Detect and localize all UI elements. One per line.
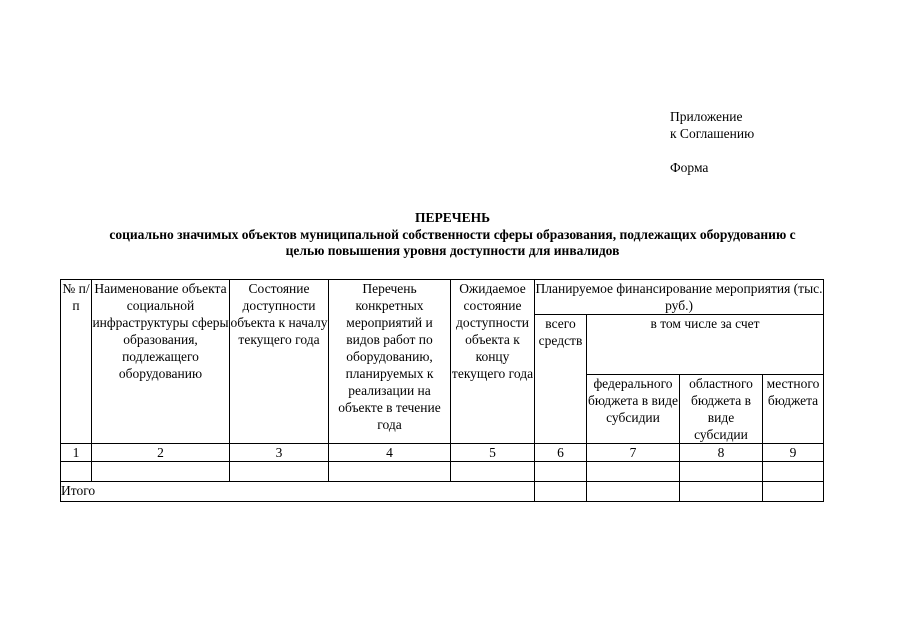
empty-data-row	[61, 462, 824, 482]
header-federal-budget: федерального бюджета в виде субсидии	[587, 375, 680, 444]
empty-cell[interactable]	[61, 462, 92, 482]
header-initial-state: Состояние доступности объекта к началу текущего года	[230, 280, 329, 444]
header-financing: Планируемое финансирование мероприятия (тыс. руб.)	[535, 281, 823, 313]
header-object-name: Наименование объекта социальной инфраструктуры сферы образования, подлежащего оборудованию	[92, 280, 230, 444]
title-subtitle-line-1: социально значимых объектов муниципальной собственности сферы образования, подлежащих оборудованию с	[109, 226, 796, 242]
empty-cell[interactable]	[763, 462, 824, 482]
document-title	[40, 210, 865, 260]
header-including: в том числе за счет	[587, 315, 824, 375]
form-label: Форма	[670, 160, 709, 175]
header-regional-budget: областного бюджета в виде субсидии	[680, 375, 763, 444]
objects-table	[60, 279, 824, 502]
header-total-funds: всего средств	[535, 315, 587, 444]
empty-cell[interactable]	[329, 462, 451, 482]
header-expected-state: Ожидаемое состояние доступности объекта к концу текущего года	[451, 280, 535, 444]
column-number: 8	[680, 444, 763, 462]
column-number: 2	[92, 444, 230, 462]
total-label: Итого	[61, 482, 535, 502]
empty-cell[interactable]	[451, 462, 535, 482]
empty-cell[interactable]	[535, 462, 587, 482]
total-cell[interactable]	[587, 482, 680, 502]
title-subtitle-line-2: целью повышения уровня доступности для инвалидов	[285, 243, 620, 258]
column-number: 5	[451, 444, 535, 462]
header-local-budget: местного бюджета	[763, 375, 824, 444]
empty-cell[interactable]	[230, 462, 329, 482]
appendix-block	[670, 108, 754, 176]
empty-cell[interactable]	[587, 462, 680, 482]
total-cell[interactable]	[535, 482, 587, 502]
column-number: 7	[587, 444, 680, 462]
column-number: 3	[230, 444, 329, 462]
total-row	[61, 482, 824, 502]
column-number: 9	[763, 444, 824, 462]
column-number: 6	[535, 444, 587, 462]
column-numbers-row	[61, 444, 824, 462]
appendix-line-2: к Соглашению	[670, 126, 755, 141]
empty-cell[interactable]	[92, 462, 230, 482]
empty-cell[interactable]	[680, 462, 763, 482]
total-cell[interactable]	[763, 482, 824, 502]
title-heading: ПЕРЕЧЕНЬ	[414, 210, 491, 225]
column-number: 1	[61, 444, 92, 462]
appendix-line-1: Приложение	[670, 109, 743, 124]
column-number: 4	[329, 444, 451, 462]
header-activities: Перечень конкретных мероприятий и видов работ по оборудованию, планируемых к реализации на объекте в течение года	[329, 280, 451, 444]
header-number: № п/п	[61, 280, 92, 444]
total-cell[interactable]	[680, 482, 763, 502]
